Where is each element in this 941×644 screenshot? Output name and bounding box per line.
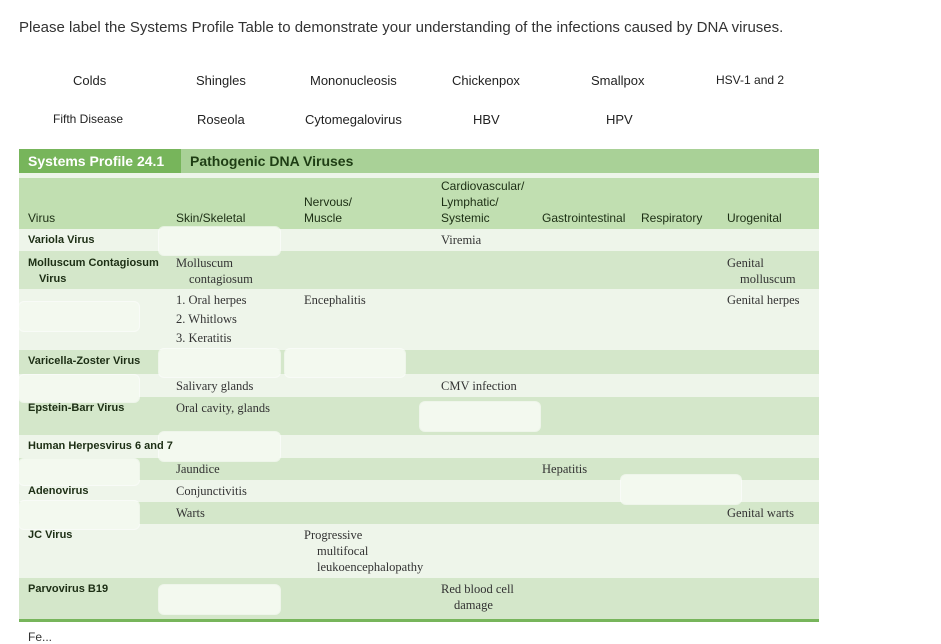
drop-target-ebv-cardio[interactable]	[420, 402, 540, 431]
header-skin-skeletal: Skin/Skeletal	[176, 211, 246, 225]
virus-hhv-6-7: Human Herpesvirus 6 and 7	[28, 440, 173, 452]
label-chip-fifth-disease[interactable]: Fifth Disease	[53, 112, 124, 126]
cell-variola-cardio: Viremia	[441, 233, 482, 247]
label-chip-roseola[interactable]: Roseola	[197, 112, 245, 127]
header-nervous-line2: Muscle	[304, 211, 343, 225]
cell-ebv-skin: Oral cavity, glands	[176, 401, 270, 415]
label-chip-hbv[interactable]: HBV	[473, 112, 500, 127]
virus-jc: JC Virus	[28, 529, 73, 541]
virus-variola: Variola Virus	[28, 234, 95, 246]
table-row	[19, 578, 819, 619]
systems-profile-table	[19, 149, 819, 622]
header-urogenital: Urogenital	[727, 211, 782, 225]
label-chip-mononucleosis[interactable]: Mononucleosis	[310, 73, 397, 88]
drop-target-adeno-resp[interactable]	[621, 475, 741, 504]
label-chip-shingles[interactable]: Shingles	[196, 73, 246, 88]
cell-hbv-gi: Hepatitis	[542, 462, 588, 476]
label-chip-cytomegalovirus[interactable]: Cytomegalovirus	[305, 112, 402, 127]
table-row	[19, 229, 819, 251]
drop-target-varicella-nervous[interactable]	[285, 349, 405, 377]
header-respiratory: Respiratory	[641, 211, 703, 225]
virus-molluscum-line2: Virus	[39, 273, 67, 285]
instruction-text: Please label the Systems Profile Table to demonstrate your understanding of the infections caused by DNA viruses.	[19, 19, 784, 36]
virus-parvovirus: Parvovirus B19	[28, 583, 109, 595]
table-row	[19, 289, 819, 350]
header-cardio-line2: Lymphatic/	[441, 195, 499, 209]
drop-target-varicella-skin[interactable]	[159, 349, 280, 377]
table-title: Pathogenic DNA Viruses	[190, 153, 354, 169]
header-virus: Virus	[28, 211, 56, 225]
label-chip-smallpox[interactable]: Smallpox	[591, 73, 645, 88]
table-bottom-rule	[19, 619, 819, 622]
virus-adenovirus: Adenovirus	[28, 485, 89, 497]
cut-off-footer-text: Fe...	[28, 630, 53, 644]
cell-molluscum-uro-line1: Genital	[727, 256, 764, 270]
cell-hsv-skin-2: 2. Whitlows	[176, 312, 237, 326]
header-cardio-line1: Cardiovascular/	[441, 179, 525, 193]
cell-hsv-uro: Genital herpes	[727, 293, 800, 307]
table-title-bar	[19, 149, 819, 173]
drop-target-hbv-virus[interactable]	[19, 459, 139, 485]
cell-jc-nervous-line3: leukoencephalopathy	[317, 560, 424, 574]
cell-adeno-skin: Conjunctivitis	[176, 484, 247, 498]
drop-target-hsv-virus[interactable]	[19, 302, 139, 331]
header-cardio-line3: Systemic	[441, 211, 490, 225]
table-title-number: Systems Profile 24.1	[19, 149, 181, 173]
cell-hbv-skin: Jaundice	[176, 462, 220, 476]
cell-hsv-skin-3: 3. Keratitis	[176, 331, 232, 345]
table-row	[19, 502, 819, 524]
virus-epstein-barr: Epstein-Barr Virus	[28, 402, 125, 414]
cell-molluscum-uro-line2: molluscum	[740, 272, 796, 286]
cell-jc-nervous-line1: Progressive	[304, 528, 363, 542]
table-row	[19, 374, 819, 397]
cell-molluscum-skin-line1: Molluscum	[176, 256, 233, 270]
drop-target-hhv-skin[interactable]	[159, 432, 280, 461]
label-chip-colds[interactable]: Colds	[73, 73, 107, 88]
drop-target-cmv-virus[interactable]	[19, 375, 139, 402]
drop-target-parvo-skin[interactable]	[159, 585, 280, 614]
header-gastrointestinal: Gastrointestinal	[542, 211, 626, 225]
label-chip-hpv[interactable]: HPV	[606, 112, 633, 127]
cell-hpv-skin: Warts	[176, 506, 205, 520]
cell-hpv-uro: Genital warts	[727, 506, 794, 520]
cell-jc-nervous-line2: multifocal	[317, 544, 369, 558]
drop-target-hpv-virus[interactable]	[19, 501, 139, 529]
cell-parvo-cardio-line2: damage	[454, 598, 493, 612]
cell-hsv-nervous: Encephalitis	[304, 293, 366, 307]
drop-target-variola-skin[interactable]	[159, 227, 280, 255]
label-chip-chickenpox[interactable]: Chickenpox	[452, 73, 520, 88]
label-chip-hsv[interactable]: HSV-1 and 2	[716, 73, 785, 87]
table-row	[19, 397, 819, 435]
virus-varicella: Varicella-Zoster Virus	[28, 355, 141, 367]
cell-hsv-skin-1: 1. Oral herpes	[176, 293, 247, 307]
virus-molluscum-line1: Molluscum Contagiosum	[28, 257, 159, 269]
cell-molluscum-skin-line2: contagiosum	[189, 272, 253, 286]
header-nervous-line1: Nervous/	[304, 195, 353, 209]
cell-cmv-skin: Salivary glands	[176, 379, 254, 393]
cell-parvo-cardio-line1: Red blood cell	[441, 582, 514, 596]
cell-cmv-cardio: CMV infection	[441, 379, 517, 393]
